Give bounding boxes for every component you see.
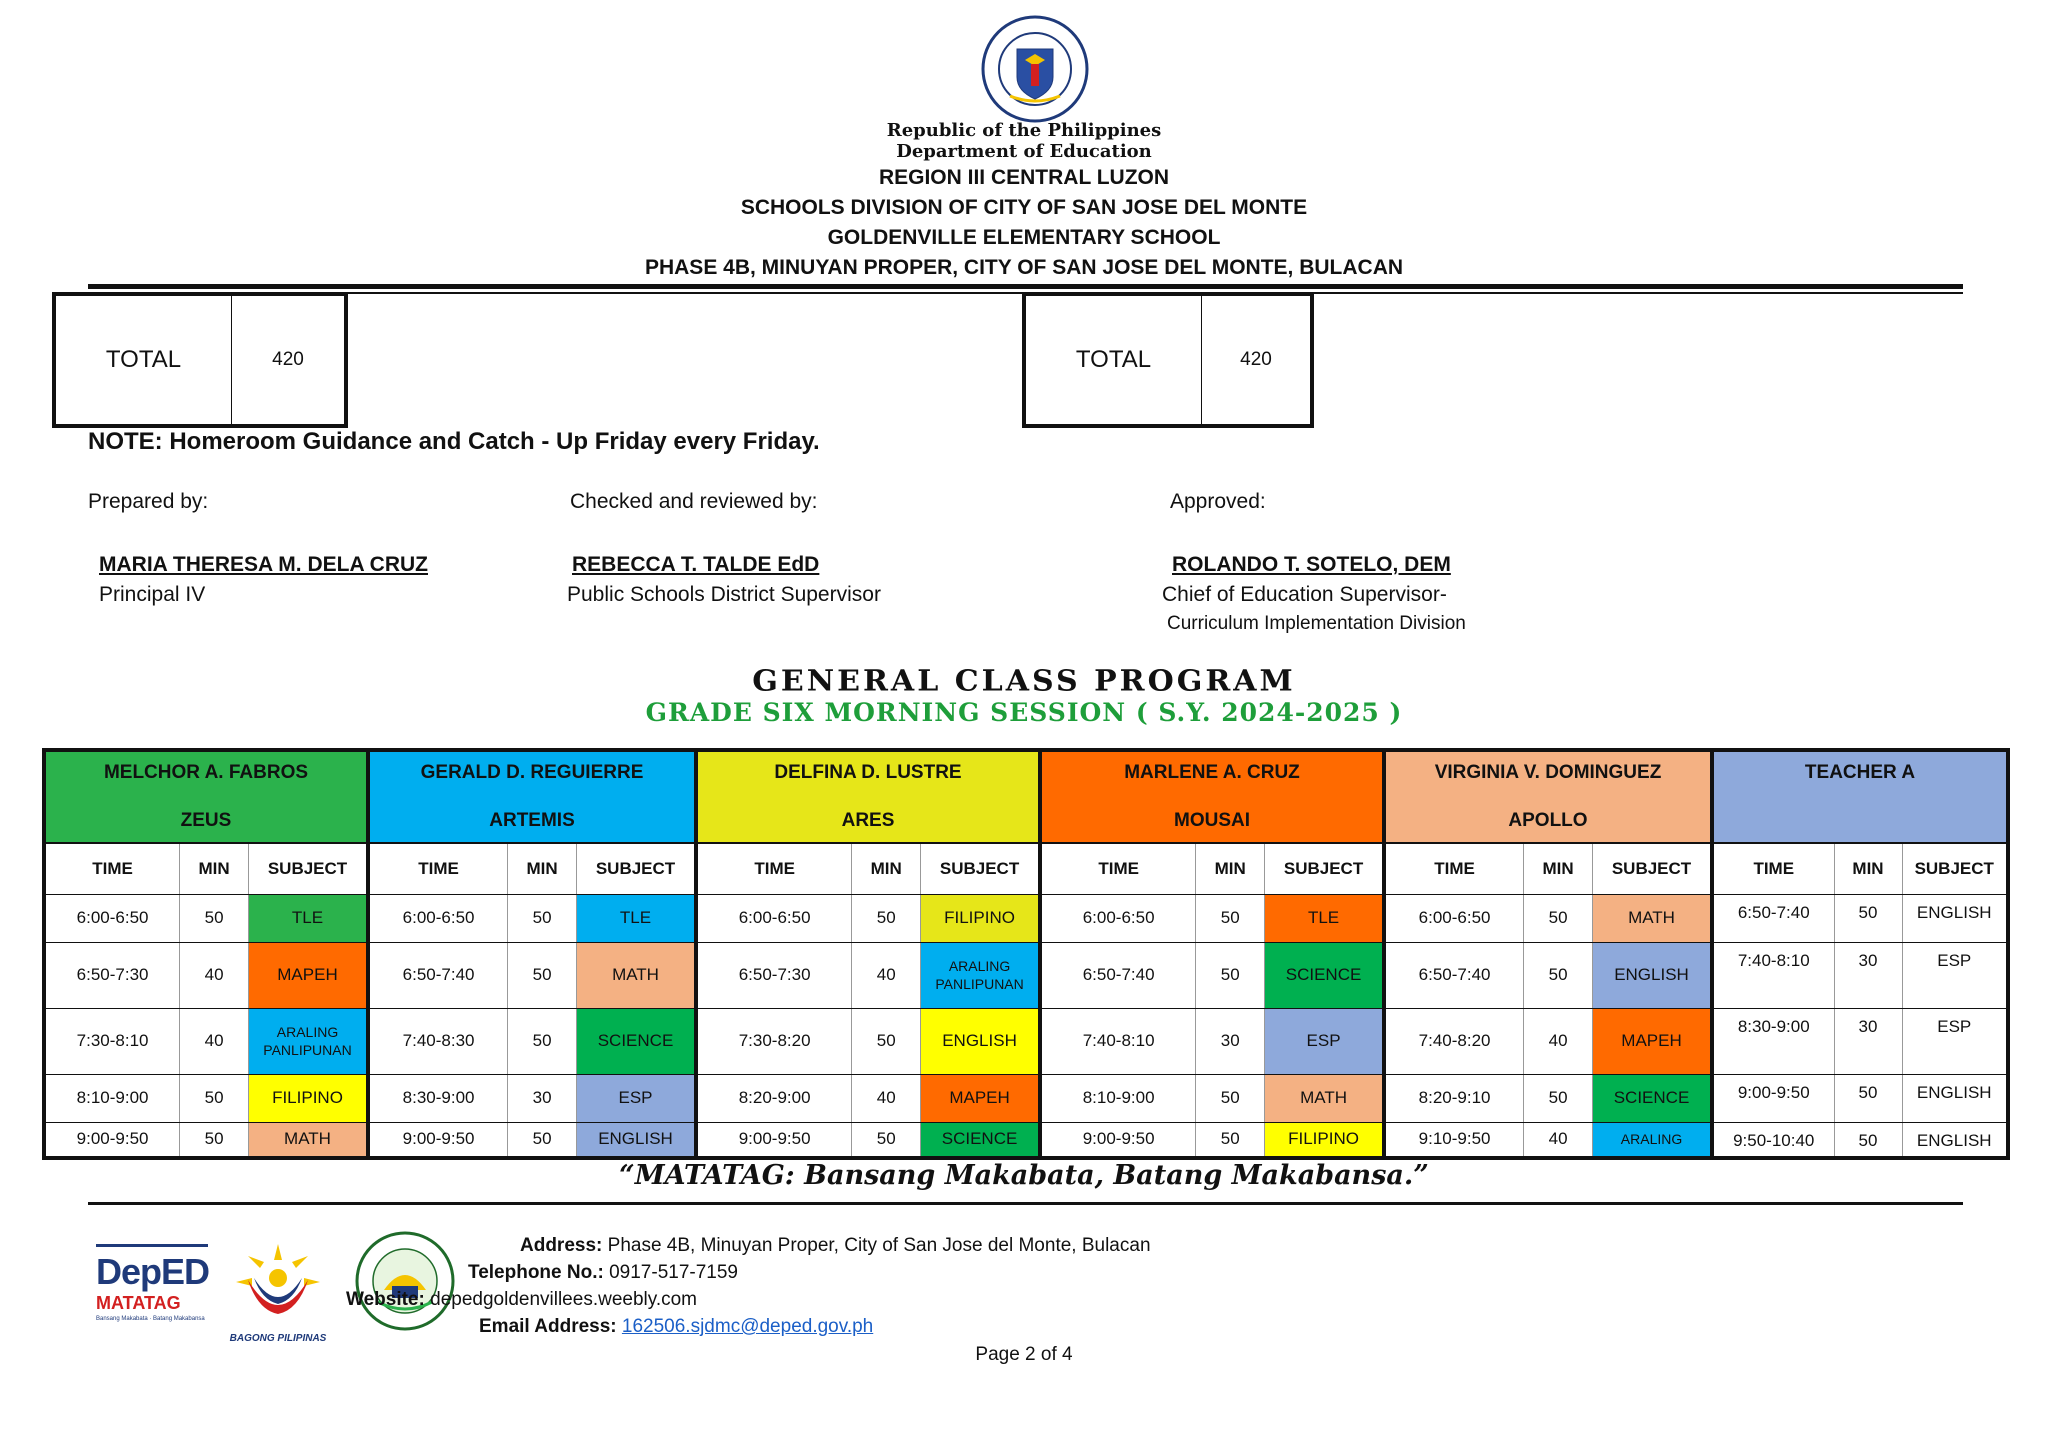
table-row <box>370 1074 694 1122</box>
table-row <box>1386 1008 1710 1074</box>
program-title: GENERAL CLASS PROGRAM <box>752 664 1296 699</box>
teacher-name: VIRGINIA V. DOMINGUEZ <box>1434 761 1662 783</box>
total-value: 420 <box>272 349 304 370</box>
checked-name: REBECCA T. TALDE EdD <box>572 553 820 576</box>
minutes-cell: 40 <box>852 942 921 1008</box>
program-subtitle: GRADE SIX MORNING SESSION ( S.Y. 2024-2025 ) <box>645 698 1403 727</box>
subject-cell: ENGLISH <box>1902 894 2006 942</box>
time-cell: 9:00-9:50 <box>738 1129 811 1149</box>
column-header-subject: SUBJECT <box>921 844 1038 895</box>
column-header-subject: SUBJECT <box>249 844 366 895</box>
bagong-pilipinas-label: BAGONG PILIPINAS <box>229 1333 327 1344</box>
footer-website-label: Website: <box>346 1289 425 1310</box>
bagong-pilipinas-emblem <box>222 1238 334 1328</box>
minutes-cell: 30 <box>508 1074 577 1122</box>
column-header-row <box>1714 844 2006 895</box>
time-cell: 6:50-7:40 <box>1714 894 1834 942</box>
time-cell: 7:40-8:10 <box>1042 1008 1196 1074</box>
table-row <box>698 1008 1038 1074</box>
section-block <box>698 752 1042 1156</box>
table-row <box>46 1122 366 1156</box>
time-cell: 6:50-7:30 <box>46 942 180 1008</box>
footer-address-value: Phase 4B, Minuyan Proper, City of San Jose del Monte, Bulacan <box>607 1235 1151 1256</box>
footer-divider <box>88 1202 1963 1205</box>
minutes-cell: 50 <box>1196 894 1265 942</box>
subject-cell: ENGLISH <box>1902 1122 2006 1156</box>
column-header-row <box>370 844 694 895</box>
table-row <box>46 942 366 1008</box>
table-row <box>46 1008 366 1074</box>
subject-cell: TLE <box>1265 894 1382 942</box>
total-box-right <box>1022 292 1314 428</box>
header-republic: Republic of the Philippines <box>886 120 1162 141</box>
section-header <box>1042 752 1382 844</box>
section-block <box>46 752 370 1156</box>
table-row <box>370 894 694 942</box>
minutes-cell: 50 <box>1834 1074 1902 1122</box>
teacher-name: MELCHOR A. FABROS <box>103 761 309 783</box>
time-cell: 8:10-9:00 <box>1042 1074 1196 1122</box>
checked-by-label: Checked and reviewed by: <box>570 490 818 513</box>
time-cell: 6:00-6:50 <box>1042 894 1196 942</box>
section-block <box>1714 752 2006 1156</box>
subject-cell: MAPEH <box>249 942 366 1008</box>
table-row <box>1042 894 1382 942</box>
time-cell: 6:00-6:50 <box>698 894 852 942</box>
subject-cell: FILIPINO <box>249 1074 366 1122</box>
subject-cell: ESP <box>577 1074 694 1122</box>
time-cell: 7:30-8:10 <box>46 1008 180 1074</box>
total-box-left <box>52 292 348 428</box>
subject-cell: ESP <box>1902 1008 2006 1074</box>
footer-address-label: Address: <box>520 1235 603 1256</box>
minutes-cell: 50 <box>852 1122 921 1156</box>
minutes-cell: 50 <box>180 894 249 942</box>
subject-cell: MATH <box>1593 894 1710 942</box>
column-header-subject: SUBJECT <box>1265 844 1382 895</box>
column-header-row <box>46 844 366 895</box>
time-cell: 8:20-9:00 <box>698 1074 852 1122</box>
table-row <box>1042 1008 1382 1074</box>
total-value: 420 <box>1240 349 1272 370</box>
footer-phone-label: Telephone No.: <box>468 1262 604 1283</box>
subject-cell: ENGLISH <box>1593 942 1710 1008</box>
column-header-row <box>1386 844 1710 895</box>
minutes-cell: 30 <box>1834 942 1902 1008</box>
subject-cell: ENGLISH <box>577 1122 694 1156</box>
header-school: GOLDENVILLE ELEMENTARY SCHOOL <box>827 226 1221 249</box>
time-cell: 8:30-9:00 <box>370 1074 508 1122</box>
column-header-min: MIN <box>852 844 921 895</box>
column-header-min: MIN <box>508 844 577 895</box>
header-division: SCHOOLS DIVISION OF CITY OF SAN JOSE DEL MONTE <box>740 196 1308 219</box>
section-block <box>1042 752 1386 1156</box>
minutes-cell: 50 <box>180 1074 249 1122</box>
section-header <box>1386 752 1710 844</box>
subject-cell: ESP <box>1265 1008 1382 1074</box>
section-name: ARTEMIS <box>489 809 575 831</box>
subject-cell: FILIPINO <box>1265 1122 1382 1156</box>
table-row <box>370 942 694 1008</box>
table-row <box>1714 942 2006 1008</box>
matatag-wordmark: MATATAG <box>96 1293 181 1313</box>
approved-name: ROLANDO T. SOTELO, DEM <box>1172 553 1451 576</box>
table-row <box>1714 1122 2006 1156</box>
minutes-cell: 40 <box>180 1008 249 1074</box>
teacher-name: DELFINA D. LUSTRE <box>774 761 962 783</box>
time-cell: 6:00-6:50 <box>1386 894 1524 942</box>
minutes-cell: 40 <box>1524 1122 1593 1156</box>
subject-cell: SCIENCE <box>577 1008 694 1074</box>
prepared-by-label: Prepared by: <box>88 490 209 513</box>
time-cell: 9:00-9:50 <box>76 1129 149 1149</box>
table-row <box>46 894 366 942</box>
table-row <box>1714 894 2006 942</box>
table-row <box>1386 942 1710 1008</box>
table-row <box>370 1008 694 1074</box>
subject-cell: MAPEH <box>921 1074 1038 1122</box>
subject-cell: MATH <box>249 1122 366 1156</box>
header-divider <box>88 284 1963 289</box>
subject-cell: SCIENCE <box>1265 942 1382 1008</box>
section-table <box>1714 844 2006 1157</box>
prepared-name: MARIA THERESA M. DELA CRUZ <box>99 553 428 576</box>
section-block <box>370 752 698 1156</box>
deped-wordmark: DepED <box>96 1251 210 1292</box>
section-name: APOLLO <box>1508 809 1588 831</box>
section-header <box>46 752 366 844</box>
subject-cell: ARALING <box>1593 1122 1710 1156</box>
time-cell: 9:50-10:40 <box>1733 1130 1815 1150</box>
minutes-cell: 50 <box>1196 942 1265 1008</box>
section-table <box>698 844 1038 1157</box>
section-name: MOUSAI <box>1174 809 1250 831</box>
time-cell: 8:10-9:00 <box>46 1074 180 1122</box>
section-table <box>1042 844 1382 1157</box>
minutes-cell: 50 <box>1524 1074 1593 1122</box>
header-department: Department of Education <box>896 141 1152 162</box>
column-header-time: TIME <box>698 844 852 895</box>
time-cell: 7:30-8:20 <box>698 1008 852 1074</box>
approved-label: Approved: <box>1170 490 1266 513</box>
minutes-cell: 30 <box>1834 1008 1902 1074</box>
column-header-row <box>1042 844 1382 895</box>
approved-position: Chief of Education Supervisor- <box>1162 583 1447 606</box>
minutes-cell: 50 <box>508 1122 577 1156</box>
subject-cell: ESP <box>1902 942 2006 1008</box>
class-schedule-table <box>42 748 2010 1160</box>
note-text: NOTE: Homeroom Guidance and Catch - Up Friday every Friday. <box>88 428 820 455</box>
minutes-cell: 50 <box>1196 1122 1265 1156</box>
time-cell: 6:00-6:50 <box>370 894 508 942</box>
section-header <box>370 752 694 844</box>
deped-matatag-logo <box>96 1244 208 1344</box>
subject-cell: TLE <box>249 894 366 942</box>
teacher-name: GERALD D. REGUIERRE <box>420 761 644 783</box>
matatag-tagline: Bansang Makabata · Batang Makabansa <box>96 1316 205 1322</box>
column-header-min: MIN <box>180 844 249 895</box>
table-row <box>1714 1008 2006 1074</box>
column-header-time: TIME <box>1042 844 1196 895</box>
footer-email-label: Email Address: <box>479 1316 617 1337</box>
motto: “MATATAG: Bansang Makabata, Batang Makabansa.” <box>619 1160 1429 1191</box>
subject-cell: TLE <box>577 894 694 942</box>
teacher-name: MARLENE A. CRUZ <box>1124 761 1300 783</box>
footer-website-value[interactable]: depedgoldenvillees.weebly.com <box>430 1289 697 1310</box>
goldenville-school-seal <box>354 1230 456 1332</box>
footer-email <box>479 1316 873 1338</box>
time-cell: 7:40-8:10 <box>1714 942 1834 1008</box>
column-header-subject: SUBJECT <box>577 844 694 895</box>
section-table <box>46 844 366 1157</box>
section-header <box>1714 752 2006 844</box>
table-row <box>1042 1122 1382 1156</box>
minutes-cell: 30 <box>1196 1008 1265 1074</box>
footer-website <box>346 1289 697 1311</box>
section-name: ZEUS <box>180 809 232 831</box>
column-header-time: TIME <box>46 844 180 895</box>
column-header-min: MIN <box>1196 844 1265 895</box>
subject-cell: MATH <box>577 942 694 1008</box>
time-cell: 6:50-7:40 <box>370 942 508 1008</box>
subject-cell: FILIPINO <box>921 894 1038 942</box>
subject-cell: ARALING PANLIPUNAN <box>921 942 1038 1008</box>
minutes-cell: 40 <box>180 942 249 1008</box>
table-row <box>46 1074 366 1122</box>
time-cell: 6:50-7:30 <box>698 942 852 1008</box>
total-label: TOTAL <box>56 296 232 424</box>
subject-cell: ENGLISH <box>1902 1074 2006 1122</box>
section-name: ARES <box>841 809 895 831</box>
time-cell: 8:30-9:00 <box>1714 1008 1834 1074</box>
subject-cell: SCIENCE <box>1593 1074 1710 1122</box>
table-row <box>698 1074 1038 1122</box>
minutes-cell: 50 <box>1524 942 1593 1008</box>
table-row <box>370 1122 694 1156</box>
table-row <box>1714 1074 2006 1122</box>
teacher-name: TEACHER A <box>1804 761 1916 783</box>
time-cell: 7:40-8:20 <box>1386 1008 1524 1074</box>
column-header-subject: SUBJECT <box>1902 844 2006 895</box>
section-table <box>370 844 694 1157</box>
section-block <box>1386 752 1714 1156</box>
section-header <box>698 752 1038 844</box>
column-header-time: TIME <box>1386 844 1524 895</box>
time-cell: 9:00-9:50 <box>402 1129 475 1149</box>
footer-email-link[interactable]: 162506.sjdmc@deped.gov.ph <box>621 1316 874 1337</box>
footer-phone-value: 0917-517-7159 <box>609 1262 738 1283</box>
column-header-subject: SUBJECT <box>1593 844 1710 895</box>
footer-address <box>520 1235 1151 1257</box>
header-address: PHASE 4B, MINUYAN PROPER, CITY OF SAN JOSE DEL MONTE, BULACAN <box>644 256 1404 279</box>
minutes-cell: 40 <box>852 1074 921 1122</box>
time-cell: 8:20-9:10 <box>1386 1074 1524 1122</box>
total-label: TOTAL <box>1026 296 1202 424</box>
minutes-cell: 40 <box>1524 1008 1593 1074</box>
subject-cell: ARALING PANLIPUNAN <box>249 1008 366 1074</box>
table-row <box>1042 1074 1382 1122</box>
prepared-position: Principal IV <box>99 583 206 606</box>
table-row <box>1386 1122 1710 1156</box>
deped-seal-logo <box>980 14 1090 124</box>
table-row <box>698 1122 1038 1156</box>
column-header-time: TIME <box>1714 844 1834 895</box>
bagong-pilipinas-logo <box>222 1238 334 1348</box>
time-cell: 9:00-9:50 <box>1082 1129 1155 1149</box>
subject-cell: ENGLISH <box>921 1008 1038 1074</box>
time-cell: 6:50-7:40 <box>1042 942 1196 1008</box>
minutes-cell: 50 <box>508 1008 577 1074</box>
minutes-cell: 50 <box>852 894 921 942</box>
column-header-row <box>698 844 1038 895</box>
time-cell: 7:40-8:30 <box>370 1008 508 1074</box>
column-header-min: MIN <box>1524 844 1593 895</box>
time-cell: 9:00-9:50 <box>1714 1074 1834 1122</box>
header-region: REGION III CENTRAL LUZON <box>878 166 1170 189</box>
minutes-cell: 50 <box>1196 1074 1265 1122</box>
approved-position-division: Curriculum Implementation Division <box>1167 613 1466 634</box>
minutes-cell: 50 <box>1834 894 1902 942</box>
table-row <box>1042 942 1382 1008</box>
subject-cell: SCIENCE <box>921 1122 1038 1156</box>
subject-cell: MATH <box>1265 1074 1382 1122</box>
table-row <box>1386 894 1710 942</box>
column-header-min: MIN <box>1834 844 1902 895</box>
table-row <box>698 942 1038 1008</box>
table-row <box>698 894 1038 942</box>
minutes-cell: 50 <box>180 1122 249 1156</box>
column-header-time: TIME <box>370 844 508 895</box>
table-row <box>1386 1074 1710 1122</box>
minutes-cell: 50 <box>1524 894 1593 942</box>
checked-position: Public Schools District Supervisor <box>567 583 881 606</box>
time-cell: 9:10-9:50 <box>1418 1129 1491 1149</box>
footer-phone <box>468 1262 738 1284</box>
minutes-cell: 50 <box>1834 1122 1902 1156</box>
page-number: Page 2 of 4 <box>975 1344 1073 1365</box>
time-cell: 6:00-6:50 <box>46 894 180 942</box>
minutes-cell: 50 <box>508 942 577 1008</box>
section-table <box>1386 844 1710 1157</box>
subject-cell: MAPEH <box>1593 1008 1710 1074</box>
time-cell: 6:50-7:40 <box>1386 942 1524 1008</box>
minutes-cell: 50 <box>852 1008 921 1074</box>
minutes-cell: 50 <box>508 894 577 942</box>
